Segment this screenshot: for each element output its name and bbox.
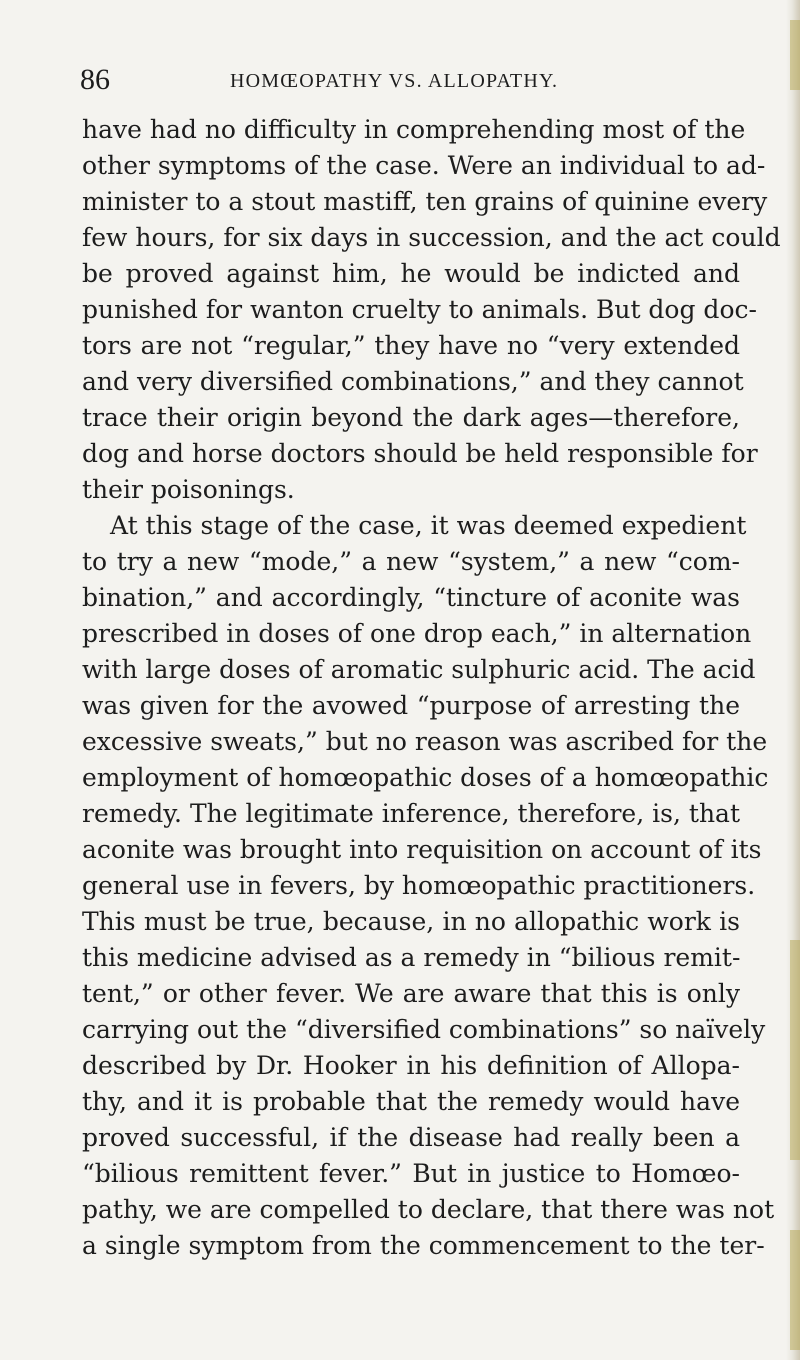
text-line: thy, and it is probable that the remedy would have: [82, 1087, 740, 1116]
page-edge-stain: [790, 940, 800, 1160]
text-line: have had no difficulty in comprehending most of the: [82, 115, 746, 144]
text-line: This must be true, because, in no allopathic work is: [82, 907, 740, 936]
text-line: remedy. The legitimate inference, therefore, is, that: [82, 799, 740, 828]
text-line: and very diversified combinations,” and they cannot: [82, 367, 744, 396]
text-line: proved successful, if the disease had really been a: [82, 1123, 740, 1152]
text-line: pathy, we are compelled to declare, that there was not: [82, 1195, 775, 1224]
text-line: described by Dr. Hooker in his definition of Allopa-: [82, 1051, 740, 1080]
running-head: HOMŒOPATHY VS. ALLOPATHY.: [230, 70, 559, 92]
text-line: to try a new “mode,” a new “system,” a new “com-: [82, 547, 740, 576]
text-line: this medicine advised as a remedy in “bilious remit-: [82, 943, 741, 972]
text-line: tors are not “regular,” they have no “very extended: [82, 331, 740, 360]
body-text: [82, 112, 781, 1264]
text-line: was given for the avowed “purpose of arresting the: [82, 691, 740, 720]
text-line: prescribed in doses of one drop each,” in alternation: [82, 619, 752, 648]
text-line: excessive sweats,” but no reason was ascribed for the: [82, 727, 768, 756]
text-line: other symptoms of the case. Were an individual to ad-: [82, 151, 766, 180]
text-line: trace their origin beyond the dark ages—therefore,: [82, 403, 740, 432]
text-line: At this stage of the case, it was deemed expedient: [110, 511, 747, 540]
text-line: tent,” or other fever. We are aware that this is only: [82, 979, 740, 1008]
page-edge: [786, 0, 800, 1360]
page-header: [80, 60, 730, 100]
text-line: carrying out the “diversified combinations” so naïvely: [82, 1015, 766, 1044]
text-line: dog and horse doctors should be held responsible for: [82, 439, 758, 468]
text-line: a single symptom from the commencement to the ter-: [82, 1231, 765, 1260]
text-line: aconite was brought into requisition on account of its: [82, 835, 762, 864]
text-line: be proved against him, he would be indicted and: [82, 259, 740, 288]
text-line: employment of homœopathic doses of a homœopathic: [82, 763, 769, 792]
text-line: general use in fevers, by homœopathic practitioners.: [82, 871, 756, 900]
text-line: bination,” and accordingly, “tincture of aconite was: [82, 583, 740, 612]
text-line: “bilious remittent fever.” But in justice to Homœo-: [82, 1159, 740, 1188]
text-line: minister to a stout mastiff, ten grains of quinine every: [82, 187, 768, 216]
page-edge-stain: [790, 20, 800, 90]
text-line: punished for wanton cruelty to animals. But dog doc-: [82, 295, 757, 324]
text-line: their poisonings.: [82, 475, 295, 504]
text-line: with large doses of aromatic sulphuric acid. The acid: [82, 655, 756, 684]
text-line: few hours, for six days in succession, and the act could: [82, 223, 781, 252]
page-number: 86: [80, 63, 110, 96]
page-edge-stain: [790, 1230, 800, 1350]
